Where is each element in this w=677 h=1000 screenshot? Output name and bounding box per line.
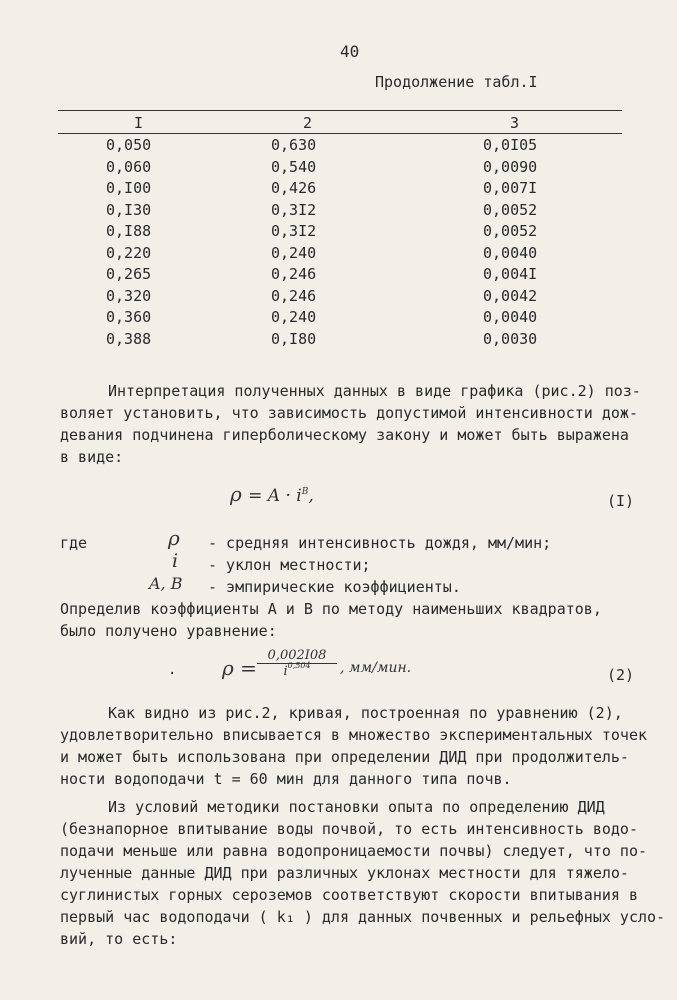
table-cell: 0,3I2	[271, 200, 317, 219]
paragraph-line: воляет установить, что зависимость допустимой интенсивности дож-	[60, 404, 638, 422]
table-cell: 0,0090	[483, 157, 538, 176]
table-cell: 0,265	[106, 265, 152, 283]
table-cell: 0,0040	[483, 308, 538, 326]
formula-2-denominator: i	[283, 664, 288, 679]
where-text: - уклон местности;	[208, 556, 371, 574]
table-cell: 0,004I	[483, 265, 538, 283]
formula-2-numerator: 0,002I08	[257, 648, 337, 664]
table-caption: Продолжение табл.I	[375, 73, 538, 91]
where-text: - средняя интенсивность дождя, мм/мин;	[208, 534, 552, 552]
table-cell: 0,007I	[483, 179, 538, 197]
table-cell: 0,0042	[483, 286, 538, 305]
table-header-cell: I	[134, 114, 144, 132]
paragraph-line: первый час водоподачи ( k₁ ) для данных почвенных и рельефных усло-	[60, 908, 666, 926]
where-symbol: i	[172, 550, 179, 572]
paragraph-line: Из условий методики постановки опыта по определению ДИД	[108, 798, 605, 816]
table-row	[0, 179, 677, 200]
formula-2-unit: , мм/мин.	[340, 660, 412, 676]
formula-1-tail: ,	[308, 486, 314, 506]
where-symbol: ρ	[168, 526, 180, 550]
table-cell: 0,240	[271, 243, 317, 262]
formula-1	[230, 482, 314, 506]
paragraph-line: и может быть использована при определении ДИД при продолжитель-	[60, 748, 629, 766]
table-cell: 0,540	[271, 157, 317, 176]
formula-2-dot: ·	[168, 666, 177, 682]
table-cell: 0,246	[271, 286, 317, 305]
paragraph-line: Интерпретация полученных данных в виде графика (рис.2) поз-	[108, 382, 641, 400]
table-row	[0, 287, 677, 308]
table-cell: 0,0I05	[483, 136, 538, 154]
table-cell: 0,I80	[271, 329, 317, 348]
table-cell: 0,246	[271, 265, 317, 283]
paragraph-line: Определив коэффициенты A и B по методу наименьших квадратов,	[60, 600, 602, 618]
table-cell: 0,060	[106, 157, 152, 176]
paragraph-line: в виде:	[60, 448, 124, 466]
where-symbol: A, B	[149, 574, 183, 593]
table-cell: 0,0040	[483, 243, 538, 262]
paragraph-line: вий, то есть:	[60, 930, 178, 948]
paragraph-line: лученные данные ДИД при различных уклонах местности для тяжело-	[60, 864, 629, 882]
table-header-cell: 3	[510, 114, 520, 132]
formula-2-fraction	[257, 648, 337, 679]
table-cell: 0,240	[271, 308, 317, 326]
equation-number-2: (2)	[607, 666, 635, 684]
table-row	[0, 330, 677, 351]
table-cell: 0,0030	[483, 329, 538, 348]
paragraph-line: девания подчинена гиперболическому закону и может быть выражена	[60, 426, 629, 444]
table-row	[0, 201, 677, 222]
table-header-rule	[58, 133, 622, 134]
table-cell: 0,I30	[106, 200, 152, 219]
table-cell: 0,320	[106, 286, 152, 305]
table-row	[0, 265, 677, 286]
table-row	[0, 136, 677, 157]
table-cell: 0,0052	[483, 200, 538, 219]
table-top-rule	[58, 110, 622, 111]
where-label: где	[60, 534, 88, 552]
table-cell: 0,I00	[106, 179, 152, 197]
paragraph-line: ности водоподачи t = 60 мин для данного типа почв.	[60, 770, 512, 788]
page-number: 40	[340, 42, 360, 61]
table-header-cell: 2	[303, 114, 313, 132]
table-row	[0, 308, 677, 329]
paragraph-line: удовлетворительно вписывается в множество экспериментальных точек	[60, 726, 647, 744]
table-cell: 0,0052	[483, 222, 538, 240]
formula-2-denominator-exponent: 0,504	[287, 661, 311, 670]
table-cell: 0,050	[106, 136, 152, 154]
formula-2-lhs: ρ =	[222, 656, 257, 680]
paragraph-line: было получено уравнение:	[60, 622, 277, 640]
paragraph-line: (безнапорное впитывание воды почвой, то есть интенсивность водо-	[60, 820, 638, 838]
equation-number-1: (I)	[607, 492, 635, 510]
paragraph-line: Как видно из рис.2, кривая, построенная по уравнению (2),	[108, 704, 623, 722]
formula-1-rhs: = A · i	[248, 486, 302, 506]
table-cell: 0,I88	[106, 222, 152, 240]
where-text: - эмпирические коэффициенты.	[208, 578, 461, 596]
table-cell: 0,3I2	[271, 222, 317, 240]
formula-1-exponent: B	[301, 487, 309, 497]
table-cell: 0,630	[271, 136, 317, 154]
paragraph-line: подачи меньше или равна водопроницаемости почвы) следует, что по-	[60, 842, 647, 860]
table-row	[0, 244, 677, 265]
table-cell: 0,360	[106, 308, 152, 326]
table-row	[0, 158, 677, 179]
paragraph-line: суглинистых горных сероземов соответствуют скорости впитывания в	[60, 886, 638, 904]
table-cell: 0,388	[106, 329, 152, 348]
table-cell: 0,426	[271, 179, 317, 197]
table-header-row	[0, 114, 677, 135]
formula-1-lhs: ρ	[230, 482, 242, 506]
table-cell: 0,220	[106, 243, 152, 262]
table-row	[0, 222, 677, 243]
